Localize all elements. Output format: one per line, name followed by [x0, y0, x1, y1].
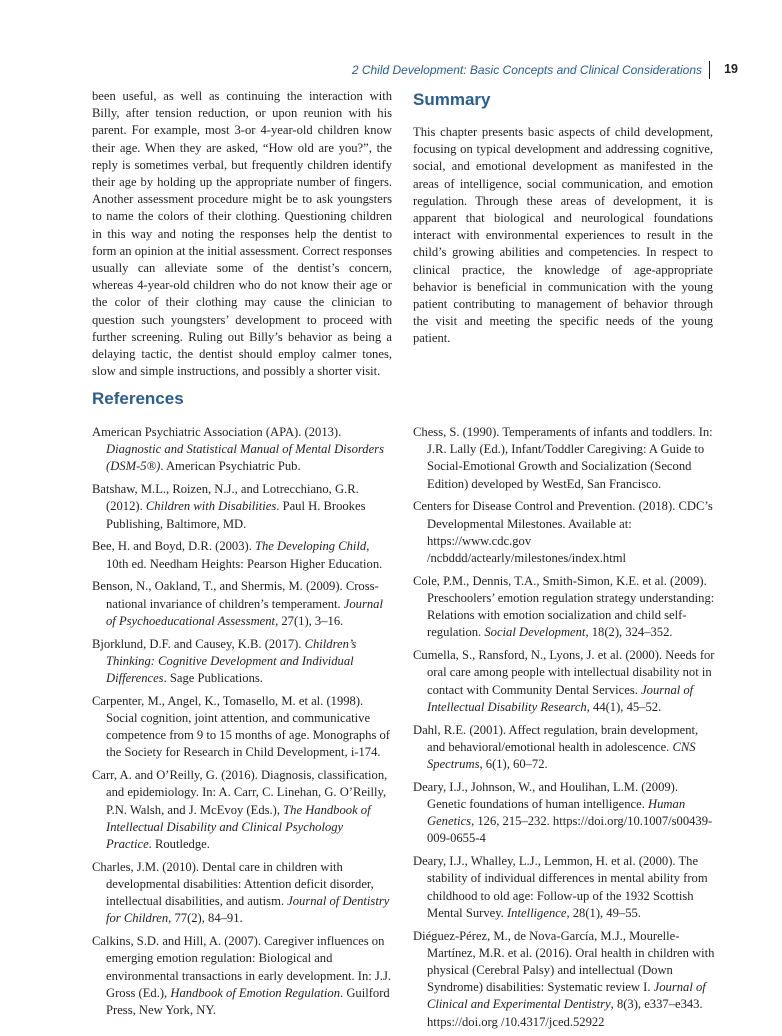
- reference-text: . Guilford Press, New York, NY.: [106, 985, 390, 1018]
- reference-entry: [413, 573, 715, 642]
- reference-entry: [92, 933, 392, 1019]
- reference-title-italic: Intelligence: [506, 905, 567, 920]
- reference-list-left: [92, 424, 392, 1019]
- reference-title-italic: Journal of Clinical and Experimental Dentistry: [427, 980, 706, 1012]
- reference-entry: [413, 722, 715, 774]
- reference-title-italic: CNS Spectrums: [427, 739, 696, 772]
- reference-text: Cumella, S., Ransford, N., Lyons, J. et al. (2000). Needs for oral care among people with intellectual disability not in contact with Community Dental Services.: [413, 648, 715, 697]
- reference-entry: [413, 498, 715, 567]
- reference-entry: [92, 578, 392, 630]
- reference-text: Deary, I.J., Whalley, L.J., Lemmon, H. et al. (2000). The stability of individual differences in mental ability from childhood to old age: Follow-up of the 1932 Scottish Mental Survey.: [413, 854, 708, 920]
- references-heading: References: [92, 389, 184, 408]
- references-column-left: [92, 424, 392, 1025]
- page-number: 19: [724, 62, 738, 76]
- reference-text: , 27(1), 3–16.: [275, 613, 344, 628]
- reference-text: Bee, H. and Boyd, D.R. (2003).: [92, 539, 255, 554]
- reference-entry: [92, 481, 392, 533]
- reference-text: , 18(2), 324–352.: [585, 625, 673, 640]
- reference-text: . American Psychiatric Pub.: [160, 459, 301, 474]
- reference-text: . Routledge.: [148, 837, 210, 852]
- reference-entry: [92, 693, 392, 762]
- reference-text: Centers for Disease Control and Prevention. (2018). CDC’s Developmental Milestones. Available at: https://www.cdc.gov /ncbddd/actearly/milestones/index.html: [413, 499, 713, 566]
- reference-text: Cole, P.M., Dennis, T.A., Smith-Simon, K.E. et al. (2009). Preschoolers’ emotion regulation strategy understanding: Relations with emotion socialization and child self-regulation.: [413, 573, 715, 640]
- reference-title-italic: Children with Disabilities: [145, 499, 277, 514]
- summary-column: [413, 124, 713, 348]
- reference-entry: [413, 853, 715, 922]
- reference-text: Diéguez-Pérez, M., de Nova-García, M.J., Mourelle-Martínez, M.R. et al. (2016). Oral health in children with physical (Cerebral Palsy) and intellectual (Down Syndrome) disabilities: Systematic review I.: [413, 928, 715, 995]
- reference-text: Charles, J.M. (2010). Dental care in children with developmental disabilities: Attention deficit disorder, intellectual disabilities, and autism.: [92, 859, 374, 909]
- reference-text: Chess, S. (1990). Temperaments of infants and toddlers. In: J.R. Lally (Ed.), Infant/Toddler Caregiving: A Guide to Social-Emotional Growth and Socialization (Second Edition) developed by WestEd, San Francisco.: [413, 425, 713, 491]
- reference-entry: [92, 636, 392, 688]
- reference-title-italic: The Developing Child: [255, 539, 367, 554]
- reference-title-italic: Children’s Thinking: Cognitive Development and Individual Differences: [106, 636, 357, 686]
- reference-list-right: [413, 424, 715, 1031]
- reference-entry: [413, 647, 715, 716]
- reference-entry: [92, 424, 392, 476]
- reference-text: Calkins, S.D. and Hill, A. (2007). Caregiver influences on emerging emotion regulation: Biological and environmental transactions in early development. In: J.J. Gross (Ed.),: [92, 934, 392, 1000]
- reference-entry: [92, 538, 392, 572]
- summary-paragraph: This chapter presents basic aspects of child development, focusing on typical development and addressing cognitive, social, and emotional development as manifested in the areas of intelligence, social communication, and emotion regulation. Through these areas of development, it is apparent that biological and neurological foundations interact with environmental experiences to result in the child’s growing abilities and competencies. In respect to clinical practice, the knowledge of age-appropriate behavior is beneficial in communication with the young patient contributing to management of behavior through the visit and meeting the specific needs of the young patient.: [413, 125, 713, 346]
- running-head-rule: [709, 61, 711, 79]
- reference-title-italic: Journal of Psychoeducational Assessment: [106, 596, 383, 628]
- reference-text: Benson, N., Oakland, T., and Shermis, M. (2009). Cross-national invariance of children’s temperament.: [92, 579, 379, 611]
- reference-text: . Paul H. Brookes Publishing, Baltimore, MD.: [106, 499, 366, 531]
- reference-text: . Sage Publications.: [163, 671, 263, 686]
- reference-text: , 28(1), 49–55.: [566, 905, 641, 920]
- references-column-right: [413, 424, 715, 1036]
- reference-entry: [413, 928, 715, 1031]
- reference-text: Batshaw, M.L., Roizen, N.J., and Lotrecchiano, G.R. (2012).: [92, 482, 359, 514]
- summary-heading: Summary: [413, 90, 491, 109]
- reference-text: Dahl, R.E. (2001). Affect regulation, brain development, and behavioral/emotional health in adolescence.: [413, 722, 699, 754]
- reference-text: , 44(1), 45–52.: [586, 699, 662, 714]
- reference-text: , 10th ed. Needham Heights: Pearson Higher Education.: [106, 539, 383, 571]
- body-paragraph: been useful, as well as continuing the interaction with Billy, after tension reduction, or upon reunion with his parent. For example, most 3-or 4-year-old children know their age. When they are asked, “How old are you?”, the reply is sometimes verbal, but frequently children identify their age by holding up the appropriate number of fingers. Another assessment procedure might be to ask youngsters to name the colors of their clothing. Questioning children in this way and noting the responses help the dentist to form an opinion at the initial assessment. Correct responses usually can alleviate some of the dentist’s concern, whereas 4-year-old children who do not know their age or the color of their clothing may cause the clinician to question such youngsters’ development to proceed with further screening. Ruling out Billy’s behavior as being a delaying tactic, the dentist should employ calmer tones, slow and simple instructions, and possibly a shorter visit.: [92, 89, 392, 379]
- reference-entry: [92, 767, 392, 853]
- reference-entry: [92, 859, 392, 928]
- reference-text: Carpenter, M., Angel, K., Tomasello, M. et al. (1998). Social cognition, joint attention, and communicative competence from 9 to 15 months of age. Monographs of the Society for Research in Child Development, i-174.: [92, 693, 390, 760]
- reference-text: Carr, A. and O’Reilly, G. (2016). Diagnosis, classification, and epidemiology. In: A. Carr, C. Linehan, G. O’Reilly, P.N. Walsh, and J. McEvoy (Eds.),: [92, 768, 388, 817]
- reference-text: , 6(1), 60–72.: [479, 757, 548, 772]
- reference-title-italic: Handbook of Emotion Regulation: [170, 985, 341, 1000]
- reference-entry: [413, 424, 715, 493]
- reference-text: Bjorklund, D.F. and Causey, K.B. (2017).: [92, 636, 305, 651]
- reference-title-italic: Journal of Dentistry for Children: [106, 894, 390, 926]
- reference-text: , 77(2), 84–91.: [168, 911, 243, 926]
- running-head-title: 2 Child Development: Basic Concepts and Clinical Considerations: [351, 63, 702, 77]
- reference-text: , 8(3), e337–e343. https://doi.org /10.4317/jced.52922: [427, 997, 703, 1029]
- reference-title-italic: The Handbook of Intellectual Disability and Clinical Psychology Practice: [106, 802, 371, 852]
- running-head: [351, 61, 738, 81]
- reference-text: , 126, 215–232. https://doi.org/10.1007/s00439-009-0655-4: [427, 814, 713, 846]
- reference-text: American Psychiatric Association (APA). (2013).: [92, 425, 342, 439]
- reference-text: Deary, I.J., Johnson, W., and Houlihan, L.M. (2009). Genetic foundations of human intelligence.: [413, 779, 679, 812]
- reference-title-italic: Social Development: [484, 625, 586, 640]
- reference-title-italic: Human Genetics: [427, 797, 686, 829]
- reference-title-italic: Diagnostic and Statistical Manual of Mental Disorders (DSM-5®): [106, 442, 384, 474]
- reference-title-italic: Journal of Intellectual Disability Research: [427, 682, 694, 714]
- reference-entry: [413, 779, 715, 848]
- body-column-left: [92, 88, 392, 380]
